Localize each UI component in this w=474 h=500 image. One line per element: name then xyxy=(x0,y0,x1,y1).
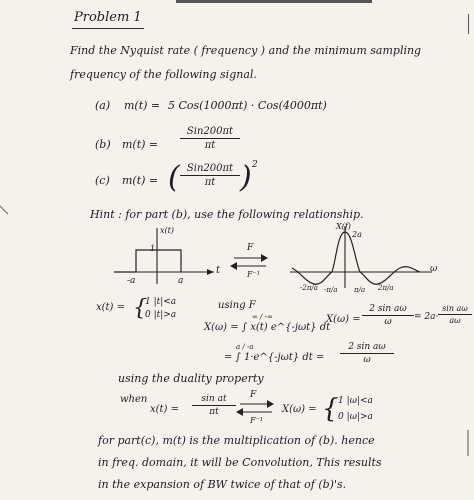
Xw-right-den-2: aω xyxy=(449,316,461,325)
duality-line: using the duality property xyxy=(118,372,264,385)
part-c-left-paren: ( xyxy=(168,160,180,195)
inv-arrow-head xyxy=(230,262,237,270)
Xw-eval-fraction xyxy=(340,342,394,365)
sinc-tick-2: -π/a xyxy=(324,286,338,294)
sinc-w-label: ω xyxy=(430,264,438,274)
intro-line-2: frequency of the following signal. xyxy=(70,68,257,81)
part-c-lhs: m(t) = xyxy=(122,174,159,187)
rect-neg-a-label: -a xyxy=(127,276,136,286)
dual-brace: { xyxy=(322,394,339,424)
dual-den: πt xyxy=(209,407,219,417)
part-b-denominator: πt xyxy=(204,140,216,151)
dual-row-2: 0 |ω|>a xyxy=(338,412,373,422)
part-a-label: (a) xyxy=(95,99,111,112)
problem-title: Problem 1 xyxy=(74,10,142,25)
Xw-integral-limits: ∞ / -∞ xyxy=(252,313,273,321)
dual-F-label: F xyxy=(250,390,257,400)
rect-pulse xyxy=(114,250,181,272)
Xw-integral-line: X(ω) = ∫ x(t) e^{-jωt} dt xyxy=(204,322,331,333)
dual-xt-lhs: x(t) = xyxy=(150,404,180,415)
margin-mark xyxy=(0,206,8,214)
Xw-right-lhs: X(ω) = xyxy=(326,314,361,325)
Xw-eval-num: 2 sin aω xyxy=(348,342,386,352)
part-a-rhs: 5 Cos(1000πt) · Cos(4000πt) xyxy=(168,99,327,112)
part-a-lhs: m(t) = xyxy=(124,99,161,112)
sinc-curve xyxy=(292,232,420,284)
using-F: using F xyxy=(218,300,256,311)
sinc-tick-1: -2π/a xyxy=(300,284,318,292)
conclusion-line-2: in freq. domain, it will be Convolution, This results xyxy=(98,456,382,469)
part-c-right-paren: ) xyxy=(240,160,252,195)
hint-text: Hint : for part (b), use the following relationship. xyxy=(90,208,364,221)
part-b-numerator: Sin200πt xyxy=(186,126,234,137)
part-b-label: (b) xyxy=(95,138,111,151)
Xw-right-fraction-2 xyxy=(438,304,472,325)
part-c-label: (c) xyxy=(95,174,110,187)
duality-when: when xyxy=(120,394,148,405)
rect-height-label: 1 xyxy=(150,244,156,253)
conclusion-line-1: for part(c), m(t) is the multiplication of (b). hence xyxy=(98,434,375,447)
rect-t-label: t xyxy=(216,265,221,276)
rect-a-label: a xyxy=(178,276,184,286)
Xw-eval-den: ω xyxy=(363,355,371,365)
Xw-eval-line: = ∫ 1·e^{-jωt} dt = xyxy=(224,352,325,363)
xt-row-1: 1 |t|<a xyxy=(145,297,177,307)
rect-y-label: x(t) xyxy=(160,226,174,235)
sinc-tick-3: π/a xyxy=(354,286,366,294)
inv-transform-label: F⁻¹ xyxy=(247,270,260,279)
sinc-peak-label: 2a xyxy=(352,230,362,239)
rect-t-axis-arrow xyxy=(207,269,214,275)
Xw-right-num: 2 sin aω xyxy=(369,304,407,314)
part-c-exponent: 2 xyxy=(252,160,258,170)
dual-fwd-head xyxy=(267,400,274,408)
Xw-right-eq: = 2a· xyxy=(414,312,439,322)
Xw-right-num-2: sin aω xyxy=(442,304,468,313)
xt-brace: { xyxy=(133,296,147,321)
fwd-arrow-head xyxy=(261,254,268,262)
intro-line-1: Find the Nyquist rate ( frequency ) and the minimum sampling xyxy=(70,44,422,57)
sinc-tick-4: 2π/a xyxy=(378,284,394,292)
part-b-lhs: m(t) = xyxy=(122,138,159,151)
dual-fraction xyxy=(192,394,236,417)
sinc-y-label: X(f) xyxy=(336,222,351,231)
dual-Xw-lhs: X(ω) = xyxy=(282,404,317,415)
xt-lhs: x(t) = xyxy=(96,302,126,313)
dual-num: sin at xyxy=(201,394,227,404)
dual-Finv-label: F⁻¹ xyxy=(250,416,263,425)
xt-row-2: 0 |t|>a xyxy=(145,310,177,320)
dual-row-1: 1 |ω|<a xyxy=(338,396,373,406)
part-c-numerator: Sin200πt xyxy=(186,163,234,174)
dual-inv-head xyxy=(236,408,243,416)
Xw-eval-limits: a / -a xyxy=(236,343,254,351)
Xw-right-fraction xyxy=(362,304,414,327)
part-c-denominator: πt xyxy=(204,177,216,188)
fwd-transform-label: F xyxy=(247,243,254,253)
conclusion-line-3: in the expansion of BW twice of that of (b)'s. xyxy=(98,478,347,491)
Xw-right-den: ω xyxy=(384,317,392,327)
